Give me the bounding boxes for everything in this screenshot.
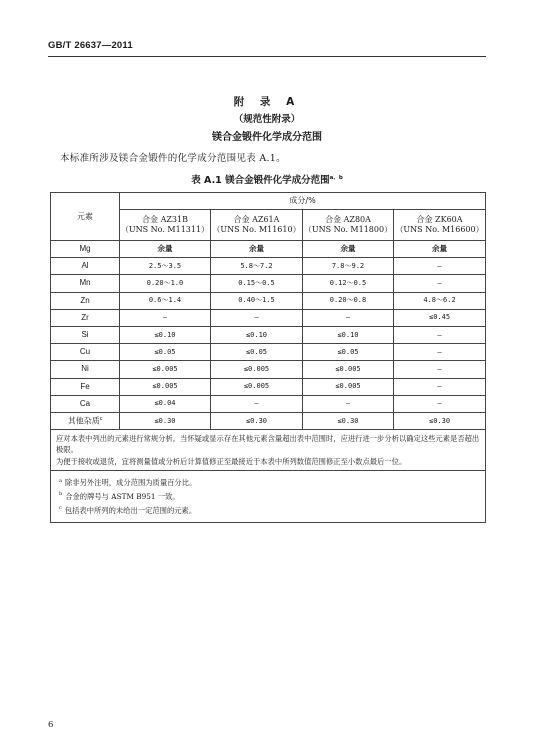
composition-value: ≤0.005 [120, 378, 211, 395]
composition-value: — [303, 309, 394, 326]
table-row [51, 326, 486, 343]
footnote-mark: c [59, 505, 62, 512]
element-cell [51, 258, 120, 275]
composition-value: — [394, 378, 486, 395]
element-symbol: Zn [80, 295, 90, 305]
composition-value: — [394, 326, 486, 343]
table-row [51, 241, 486, 258]
annex-heading: 镁合金锻件化学成分范围 [212, 132, 322, 143]
element-symbol: Zr [81, 312, 89, 322]
composition-value: — [394, 344, 486, 361]
element-symbol: Cu [79, 347, 91, 357]
table-row [51, 412, 486, 429]
composition-value: 2.5～3.5 [120, 258, 211, 275]
composition-value: — [211, 395, 303, 412]
element-cell [51, 275, 120, 292]
composition-value: — [394, 395, 486, 412]
composition-table [50, 192, 486, 523]
element-cell [51, 378, 120, 395]
composition-value: ≤0.10 [303, 326, 394, 343]
notes-row [51, 430, 486, 471]
composition-value: — [120, 309, 211, 326]
table-row [51, 361, 486, 378]
footnotes-row [51, 470, 486, 522]
table-title-footnote-marks: a、b [329, 174, 343, 181]
element-symbol: Mn [79, 278, 91, 288]
element-cell [51, 395, 120, 412]
composition-value: — [303, 395, 394, 412]
composition-value: ≤0.005 [211, 361, 303, 378]
composition-value: ≤0.005 [120, 361, 211, 378]
table-row [51, 292, 486, 309]
composition-header: 成分/% [120, 193, 486, 210]
composition-value: ≤0.30 [303, 412, 394, 429]
element-cell [51, 412, 120, 429]
element-cell [51, 361, 120, 378]
footnote [59, 490, 479, 504]
alloy-header [394, 210, 486, 241]
table-note: 应对本表中列出的元素进行常规分析。当怀疑或显示存在其他元素含量超出表中范围时，应进行进一步分析以确定这些元素是否超出极限。 [56, 434, 480, 455]
alloy-name: 合金 AZ80A [325, 215, 371, 224]
composition-value: ≤0.30 [211, 412, 303, 429]
element-symbol: Al [81, 261, 89, 271]
composition-value: ≤0.45 [394, 309, 486, 326]
composition-value: ≤0.30 [120, 412, 211, 429]
element-symbol: Mg [79, 244, 91, 254]
composition-value: ≤0.05 [303, 344, 394, 361]
composition-value: ≤0.10 [120, 326, 211, 343]
composition-value: ≤0.005 [303, 378, 394, 395]
composition-value: — [394, 275, 486, 292]
composition-value: — [211, 309, 303, 326]
element-footnote-mark: c [99, 415, 103, 422]
composition-value: ≤0.05 [211, 344, 303, 361]
table-row [51, 275, 486, 292]
composition-value: 余量 [211, 241, 303, 258]
composition-value: — [394, 361, 486, 378]
footnote-text: 包括表中所列的未给出一定范围的元素。 [64, 505, 197, 515]
element-symbol: Ca [79, 398, 91, 408]
footnote-mark: b [59, 491, 63, 498]
element-symbol: Fe [80, 381, 90, 391]
page-number: 6 [48, 720, 54, 730]
table-note: 为便于接收或退货，宜将测量值或分析后计算值修正至最接近于本表中所列数值范围修正至小数点最后一位。 [56, 456, 407, 466]
alloy-name: 合金 AZ61A [233, 215, 280, 224]
element-symbol: Si [81, 330, 89, 340]
composition-value: ≤0.30 [394, 412, 486, 429]
table-footnotes [51, 470, 486, 522]
composition-value: 余量 [394, 241, 486, 258]
table-notes [51, 430, 486, 471]
element-symbol: 其他杂质 [67, 416, 100, 426]
alloy-header [211, 210, 303, 241]
alloy-uns: （UNS No. M16600） [395, 225, 484, 234]
table-row [51, 344, 486, 361]
composition-value: 0.20～1.0 [120, 275, 211, 292]
table-row [51, 309, 486, 326]
composition-value: 4.8～6.2 [394, 292, 486, 309]
intro-paragraph: 本标准所涉及镁合金锻件的化学成分范围见表 A.1。 [60, 153, 286, 164]
alloy-name: 合金 AZ31B [142, 215, 188, 224]
element-header: 元素 [51, 193, 120, 241]
alloy-uns: （UNS No. M11800） [303, 225, 393, 234]
composition-value: ≤0.04 [120, 395, 211, 412]
standard-number: GB/T 26637—2011 [48, 40, 133, 51]
element-cell [51, 326, 120, 343]
composition-value: 0.15～0.5 [211, 275, 303, 292]
table-title [0, 172, 534, 186]
composition-value: 0.40～1.5 [211, 292, 303, 309]
header-rule [48, 56, 486, 57]
composition-value: — [394, 258, 486, 275]
annex-title: 附 录 A [233, 96, 301, 108]
footnote-text: 除非另外注明，成分范围为质量百分比。 [64, 477, 197, 487]
composition-value: 0.6～1.4 [120, 292, 211, 309]
annex-subtitle: （规范性附录） [233, 114, 301, 125]
footnote-text: 合金的牌号与 ASTM B951 一致。 [65, 491, 180, 501]
composition-value: 余量 [120, 241, 211, 258]
alloy-uns: （UNS No. M11311） [120, 225, 210, 234]
element-symbol: Ni [81, 364, 89, 374]
composition-value: ≤0.005 [211, 378, 303, 395]
alloy-uns: （UNS No. M11610） [212, 225, 301, 234]
table-row [51, 378, 486, 395]
composition-value: 0.12～0.5 [303, 275, 394, 292]
composition-header-row [51, 193, 486, 210]
composition-value: 5.8～7.2 [211, 258, 303, 275]
alloy-name: 合金 ZK60A [416, 215, 463, 224]
footnote [59, 504, 479, 518]
composition-value: 0.20～0.8 [303, 292, 394, 309]
alloy-header [303, 210, 394, 241]
element-cell [51, 292, 120, 309]
composition-value: 余量 [303, 241, 394, 258]
alloy-header [120, 210, 211, 241]
composition-value: ≤0.005 [303, 361, 394, 378]
footnote-mark: a [59, 477, 62, 484]
composition-value: ≤0.10 [211, 326, 303, 343]
composition-rows [51, 241, 486, 430]
table-row [51, 395, 486, 412]
composition-value: ≤0.05 [120, 344, 211, 361]
element-cell [51, 309, 120, 326]
element-cell [51, 344, 120, 361]
element-cell [51, 241, 120, 258]
footnote [59, 476, 479, 490]
table-title-text: 表 A.1 镁合金锻件化学成分范围 [191, 175, 330, 186]
table-row [51, 258, 486, 275]
composition-value: 7.8～9.2 [303, 258, 394, 275]
